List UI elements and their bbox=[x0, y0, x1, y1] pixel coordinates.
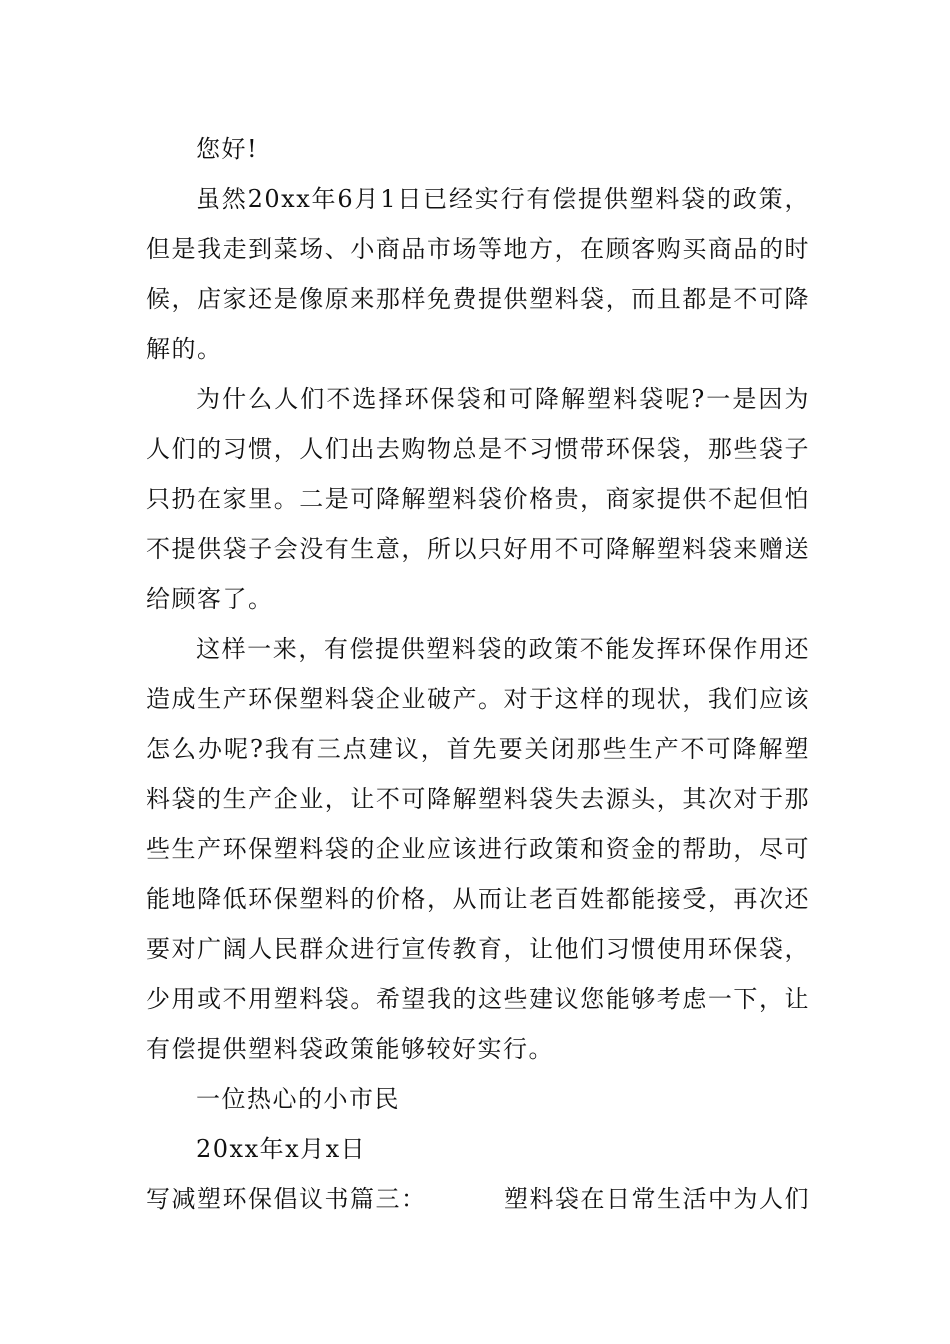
section-header-line bbox=[146, 1174, 810, 1224]
paragraph-2: 为什么人们不选择环保袋和可降解塑料袋呢?一是因为人们的习惯，人们出去购物总是不习惯带环保袋，那些袋子只扔在家里。二是可降解塑料袋价格贵，商家提供不起但怕不提供袋子会没有生意，所以只好用不可降解塑料袋来赠送给顾客了。 bbox=[146, 385, 810, 613]
signature: 一位热心的小市民 bbox=[196, 1085, 400, 1113]
greeting: 您好! bbox=[196, 135, 259, 163]
section-start-text: 塑料袋在日常生活中为人们 bbox=[504, 1185, 810, 1213]
date: 20xx年x月x日 bbox=[196, 1135, 367, 1163]
paragraph-1: 虽然20xx年6月1日已经实行有偿提供塑料袋的政策，但是我走到菜场、小商品市场等地方，在顾客购买商品的时候，店家还是像原来那样免费提供塑料袋，而且都是不可降解的。 bbox=[146, 185, 810, 363]
document-page bbox=[146, 124, 810, 1224]
paragraph-3: 这样一来，有偿提供塑料袋的政策不能发挥环保作用还造成生产环保塑料袋企业破产。对于这样的现状，我们应该怎么办呢?我有三点建议，首先要关闭那些生产不可降解塑料袋的生产企业，让不可降解塑料袋失去源头，其次对于那些生产环保塑料袋的企业应该进行政策和资金的帮助，尽可能地降低环保塑料的价格，从而让老百姓都能接受，再次还要对广阔人民群众进行宣传教育，让他们习惯使用环保袋，少用或不用塑料袋。希望我的这些建议您能够考虑一下，让有偿提供塑料袋政策能够较好实行。 bbox=[146, 635, 810, 1063]
section-title: 写减塑环保倡议书篇三： bbox=[146, 1185, 427, 1213]
